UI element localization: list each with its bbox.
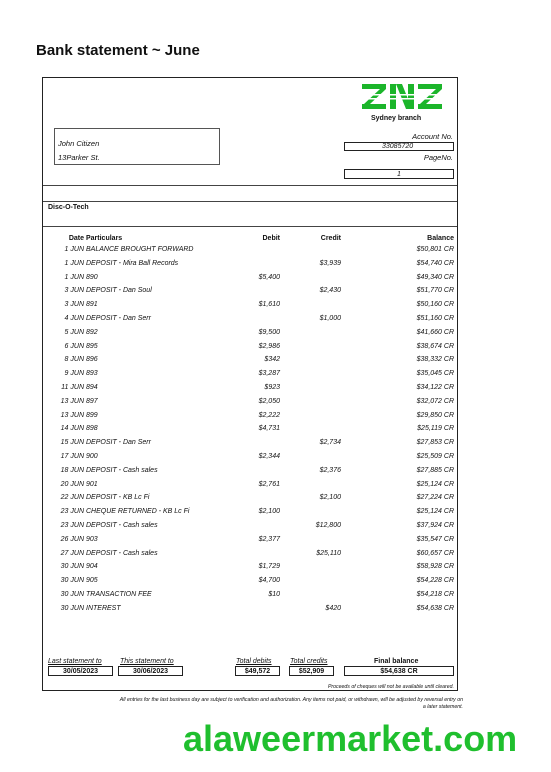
- tx-date: 3 JUN: [64, 301, 84, 309]
- statement-heading: Bank statement ~ June: [36, 42, 200, 59]
- col-particulars-header: Particulars: [86, 235, 123, 242]
- tx-debit: $5,400: [258, 273, 280, 281]
- tx-date: 1 JUN: [64, 246, 84, 253]
- tx-particulars: 895: [86, 342, 98, 350]
- tx-date: 14 JUN: [60, 425, 84, 433]
- tx-date: 23 JUN: [60, 522, 84, 529]
- transaction-row: [43, 467, 457, 480]
- tx-debit: $2,761: [258, 480, 280, 488]
- tx-balance: $49,340 CR: [416, 273, 454, 281]
- transaction-row: [43, 536, 457, 549]
- company-name: Disc-O-Tech: [48, 204, 89, 211]
- watermark: alaweermarket.com: [183, 718, 518, 759]
- tx-debit: $1,729: [258, 563, 280, 571]
- tx-particulars: 892: [86, 328, 98, 336]
- tx-particulars: TRANSACTION FEE: [86, 591, 152, 598]
- tx-particulars: 891: [86, 301, 98, 309]
- transaction-row: [43, 605, 457, 618]
- tx-particulars: 893: [86, 370, 98, 378]
- tx-credit: $3,939: [319, 259, 341, 267]
- transaction-row: [43, 398, 457, 411]
- customer-address-box: [54, 128, 220, 165]
- final-balance-label: Final balance: [374, 658, 419, 665]
- tx-particulars: 898: [86, 425, 98, 433]
- tx-debit: $4,700: [258, 577, 280, 585]
- divider: [43, 226, 457, 227]
- final-balance-value: $54,638 CR: [344, 666, 454, 676]
- tx-particulars: DEPOSIT - Cash sales: [86, 549, 158, 557]
- tx-date: 20 JUN: [60, 480, 84, 488]
- transaction-row: [43, 508, 457, 521]
- last-statement-label: Last statement to: [48, 658, 102, 665]
- tx-date: 27 JUN: [60, 549, 84, 557]
- tx-credit: $1,000: [319, 315, 341, 322]
- tx-balance: $29,850 CR: [416, 411, 454, 419]
- tx-balance: $25,119 CR: [417, 425, 454, 433]
- page-number-label: PageNo.: [423, 153, 453, 162]
- transaction-row: [43, 550, 457, 563]
- tx-credit: $2,100: [319, 494, 341, 502]
- tx-debit: $4,731: [258, 425, 280, 433]
- tx-particulars: DEPOSIT - Cash sales: [86, 466, 158, 474]
- tx-debit: $1,610: [258, 301, 280, 309]
- transaction-row: [43, 384, 457, 397]
- tx-date: 8 JUN: [64, 356, 84, 364]
- tx-debit: $10: [268, 591, 280, 598]
- transaction-row: [43, 356, 457, 369]
- tx-date: 22 JUN: [60, 494, 84, 502]
- tx-debit: $3,287: [258, 370, 280, 378]
- total-debits-label: Total debits: [236, 658, 272, 665]
- tx-balance: $25,509 CR: [416, 453, 454, 460]
- tx-debit: $2,222: [258, 411, 280, 419]
- this-statement-label: This statement to: [120, 658, 174, 665]
- tx-particulars: 901: [86, 480, 98, 488]
- tx-balance: $54,740 CR: [416, 259, 454, 267]
- col-balance-header: Balance: [427, 235, 454, 242]
- tx-balance: $27,224 CR: [416, 494, 454, 502]
- transaction-row: [43, 577, 457, 590]
- tx-particulars: 897: [86, 397, 98, 405]
- tx-debit: $2,377: [258, 535, 280, 543]
- tx-particulars: INTEREST: [86, 604, 121, 612]
- transaction-row: [43, 370, 457, 383]
- tx-credit: $2,734: [319, 439, 341, 447]
- transaction-row: [43, 425, 457, 438]
- tx-particulars: CHEQUE RETURNED - KB Lc Fi: [86, 508, 190, 516]
- transaction-row: [43, 246, 457, 259]
- tx-debit: $9,500: [258, 328, 280, 336]
- transaction-row: [43, 301, 457, 314]
- tx-balance: $50,801 CR: [416, 246, 454, 253]
- tx-particulars: 905: [86, 577, 98, 585]
- tx-particulars: 890: [86, 273, 98, 281]
- tx-balance: $34,122 CR: [416, 384, 454, 391]
- tx-date: 13 JUN: [60, 397, 84, 405]
- transaction-row: [43, 329, 457, 342]
- tx-balance: $27,885 CR: [416, 466, 454, 474]
- transaction-row: [43, 343, 457, 356]
- tx-balance: $25,124 CR: [416, 480, 454, 488]
- tx-debit: $2,344: [258, 453, 280, 460]
- transaction-row: [43, 439, 457, 452]
- total-debits-value: $49,572: [235, 666, 280, 676]
- tx-particulars: 900: [86, 453, 98, 460]
- tx-balance: $38,332 CR: [416, 356, 454, 364]
- transaction-row: [43, 274, 457, 287]
- tx-date: 18 JUN: [60, 466, 84, 474]
- tx-date: 30 JUN: [60, 591, 84, 598]
- tx-balance: $54,218 CR: [416, 591, 454, 598]
- tx-balance: $37,924 CR: [416, 522, 454, 529]
- last-statement-date: 30/05/2023: [48, 666, 113, 676]
- tx-date: 3 JUN: [64, 287, 84, 295]
- page-number-value: 1: [344, 169, 454, 179]
- tx-date: 26 JUN: [60, 535, 84, 543]
- transaction-row: [43, 591, 457, 604]
- account-number-value: 33085720: [344, 142, 454, 151]
- tx-credit: $25,110: [316, 549, 341, 557]
- transaction-row: [43, 453, 457, 466]
- transaction-row: [43, 260, 457, 273]
- tx-particulars: DEPOSIT - Dan Serr: [86, 439, 151, 447]
- tx-particulars: DEPOSIT - Cash sales: [86, 522, 158, 529]
- tx-debit: $2,986: [258, 342, 280, 350]
- tx-particulars: 903: [86, 535, 98, 543]
- tx-credit: $12,800: [315, 522, 341, 529]
- tx-date: 23 JUN: [60, 508, 84, 516]
- col-debit-header: Debit: [262, 235, 280, 242]
- tx-particulars: BALANCE BROUGHT FORWARD: [86, 246, 194, 253]
- tx-date: 1 JUN: [64, 259, 84, 267]
- col-date-header: Date: [68, 235, 84, 242]
- this-statement-date: 30/06/2023: [118, 666, 183, 676]
- tx-balance: $51,770 CR: [416, 287, 454, 295]
- transaction-row: [43, 494, 457, 507]
- account-number-label: Account No.: [412, 132, 453, 141]
- tx-balance: $60,657 CR: [416, 549, 454, 557]
- disclaimer-line-2: a later statement.: [422, 704, 463, 710]
- proceeds-note: Proceeds of cheques will not be available until cleared.: [327, 684, 454, 690]
- transaction-row: [43, 412, 457, 425]
- tx-balance: $41,660 CR: [416, 328, 454, 336]
- tx-debit: $2,100: [258, 508, 280, 516]
- total-credits-value: $52,909: [289, 666, 334, 676]
- tx-balance: $54,638 CR: [416, 604, 454, 612]
- bank-logo: [360, 82, 444, 111]
- tx-date: 17 JUN: [60, 453, 84, 460]
- tx-particulars: DEPOSIT - Dan Soul: [86, 287, 152, 295]
- tx-balance: $54,228 CR: [416, 577, 454, 585]
- tx-date: 30 JUN: [60, 563, 84, 571]
- tx-date: 30 JUN: [60, 604, 84, 612]
- disclaimer-line-1: All entries for the last business day are subject to verification and authorization. Any items not paid, or withdrawn, will be adjusted by reversal entry on: [119, 697, 463, 703]
- tx-balance: $25,124 CR: [416, 508, 454, 516]
- tx-date: 4 JUN: [64, 315, 84, 322]
- tx-date: 30 JUN: [60, 577, 84, 585]
- tx-balance: $50,160 CR: [416, 301, 454, 309]
- tx-particulars: 904: [86, 563, 98, 571]
- divider: [43, 185, 457, 186]
- tx-particulars: 896: [86, 356, 98, 364]
- tx-date: 5 JUN: [64, 328, 84, 336]
- tx-date: 9 JUN: [64, 370, 84, 378]
- tx-balance: $35,547 CR: [416, 535, 454, 543]
- transaction-row: [43, 481, 457, 494]
- tx-credit: $2,430: [319, 287, 341, 295]
- tx-particulars: 899: [86, 411, 98, 419]
- col-credit-header: Credit: [320, 235, 341, 242]
- transaction-row: [43, 563, 457, 576]
- tx-date: 13 JUN: [60, 411, 84, 419]
- tx-particulars: DEPOSIT - KB Lc Fi: [86, 494, 150, 502]
- transaction-row: [43, 522, 457, 535]
- tx-date: 1 JUN: [64, 273, 84, 281]
- tx-date: 11 JUN: [61, 384, 84, 391]
- customer-name: John Citizen: [58, 139, 100, 148]
- tx-balance: $58,928 CR: [416, 563, 454, 571]
- tx-date: 6 JUN: [64, 342, 84, 350]
- statement-frame: [42, 77, 458, 691]
- divider: [43, 201, 457, 202]
- tx-balance: $32,072 CR: [416, 397, 454, 405]
- branch-name: Sydney branch: [371, 115, 422, 122]
- tx-date: 15 JUN: [60, 439, 84, 447]
- tx-balance: $27,853 CR: [416, 439, 454, 447]
- tx-balance: $35,045 CR: [416, 370, 454, 378]
- total-credits-label: Total credits: [290, 658, 328, 665]
- tx-debit: $923: [264, 384, 280, 391]
- tx-credit: $420: [325, 604, 341, 612]
- tx-credit: $2,376: [319, 466, 341, 474]
- tx-debit: $2,050: [258, 397, 280, 405]
- tx-balance: $51,160 CR: [416, 315, 454, 322]
- tx-particulars: 894: [86, 384, 98, 391]
- transaction-row: [43, 315, 457, 328]
- customer-street: 13Parker St.: [58, 153, 100, 162]
- tx-debit: $342: [264, 356, 280, 364]
- tx-particulars: DEPOSIT - Dan Serr: [86, 315, 151, 322]
- transaction-row: [43, 287, 457, 300]
- tx-particulars: DEPOSIT - Mira Ball Records: [86, 259, 179, 267]
- tx-balance: $38,674 CR: [416, 342, 454, 350]
